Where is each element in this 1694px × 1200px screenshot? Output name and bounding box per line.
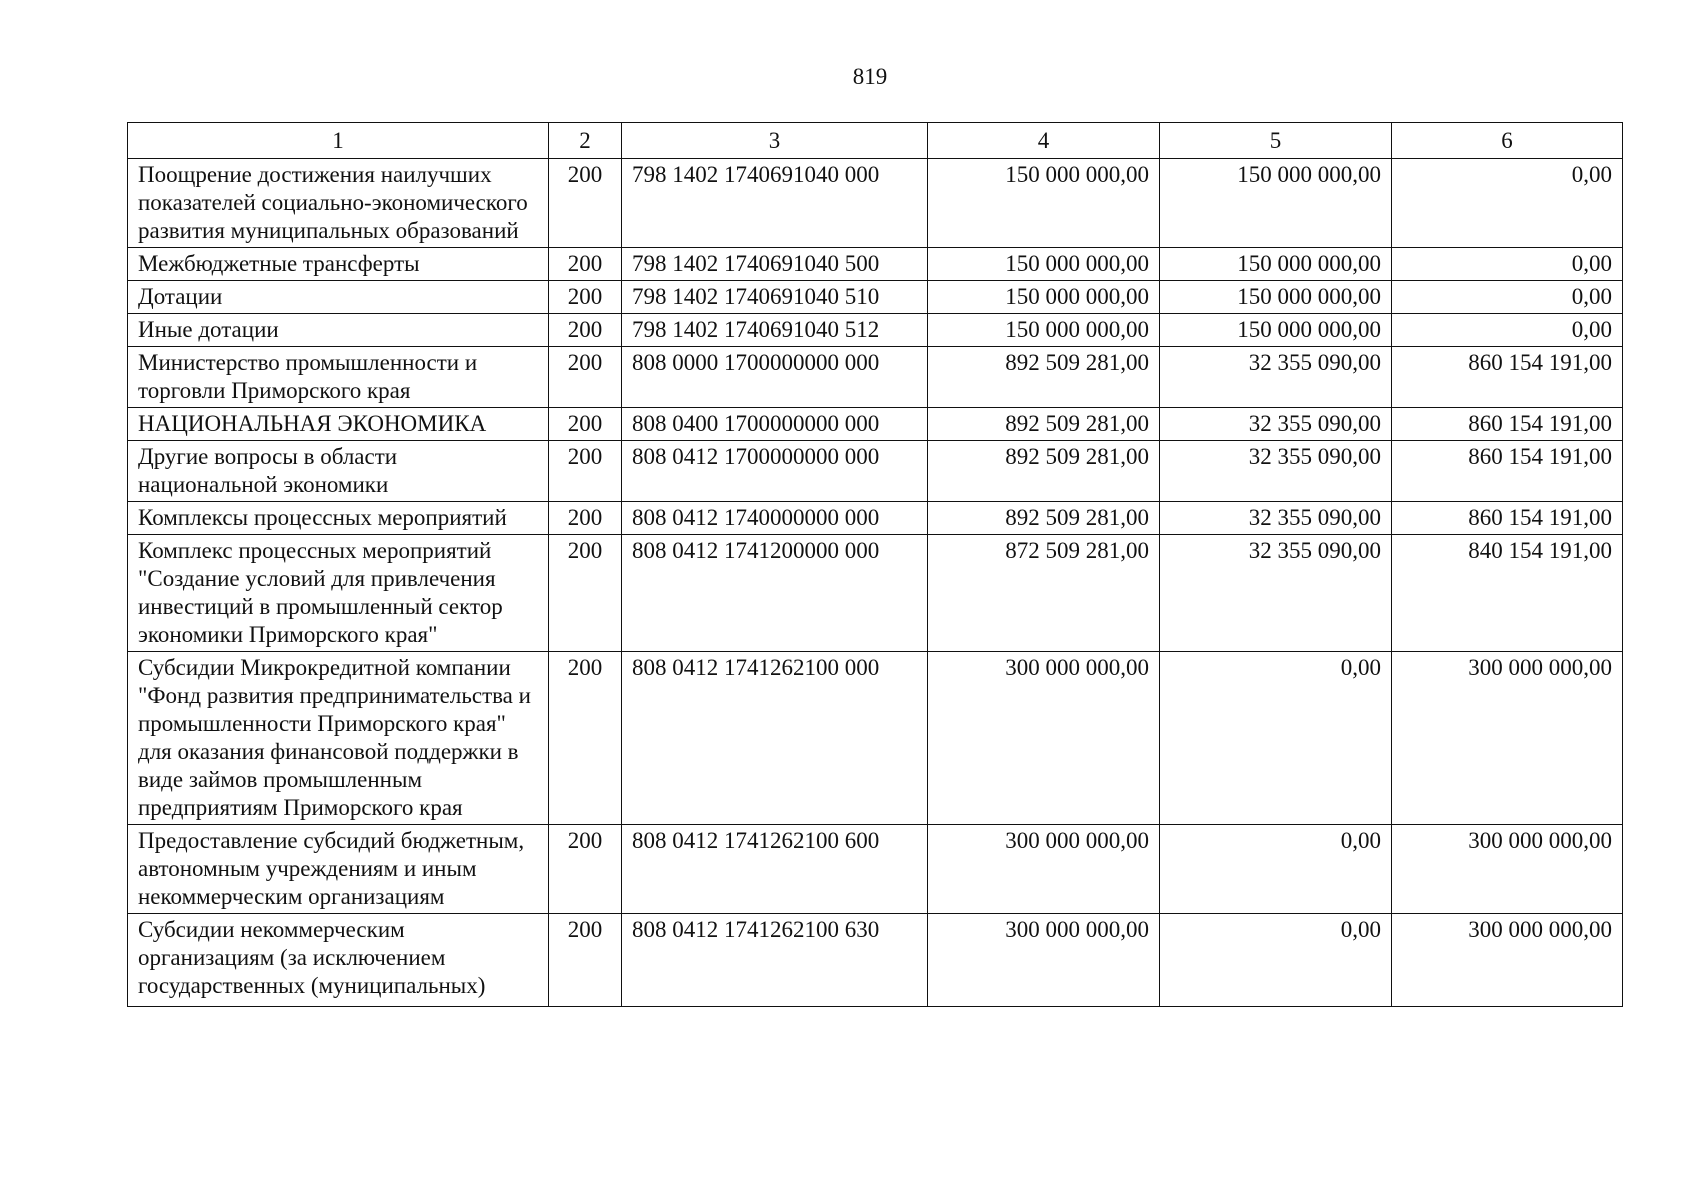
row-classification-cell: 808 0412 1741200000 000 (622, 535, 928, 652)
column-header-6: 6 (1392, 123, 1623, 159)
row-code-cell: 200 (549, 502, 622, 535)
row-code-cell: 200 (549, 347, 622, 408)
table-row (128, 248, 1623, 281)
table-row (128, 535, 1623, 652)
row-classification-cell: 808 0400 1700000000 000 (622, 408, 928, 441)
row-code-cell: 200 (549, 248, 622, 281)
row-amount-4-cell: 150 000 000,00 (928, 281, 1160, 314)
row-amount-4-cell: 892 509 281,00 (928, 441, 1160, 502)
row-classification-cell: 798 1402 1740691040 000 (622, 159, 928, 248)
row-amount-4-cell: 892 509 281,00 (928, 502, 1160, 535)
row-amount-6-cell: 0,00 (1392, 248, 1623, 281)
header-row (128, 123, 1623, 159)
row-amount-5-cell: 150 000 000,00 (1160, 281, 1392, 314)
row-amount-6-cell: 300 000 000,00 (1392, 914, 1623, 1007)
row-amount-5-cell: 32 355 090,00 (1160, 347, 1392, 408)
page-number: 819 (852, 64, 888, 89)
row-amount-6-cell: 300 000 000,00 (1392, 825, 1623, 914)
row-name-cell: Министерство промышленности и торговли Приморского края (128, 347, 549, 408)
row-amount-5-cell: 32 355 090,00 (1160, 535, 1392, 652)
row-classification-cell: 808 0412 1700000000 000 (622, 441, 928, 502)
row-amount-6-cell: 860 154 191,00 (1392, 347, 1623, 408)
row-code-cell: 200 (549, 314, 622, 347)
table-body (128, 159, 1623, 1007)
row-amount-5-cell: 150 000 000,00 (1160, 248, 1392, 281)
row-name-cell: НАЦИОНАЛЬНАЯ ЭКОНОМИКА (128, 408, 549, 441)
row-classification-cell: 808 0000 1700000000 000 (622, 347, 928, 408)
row-amount-5-cell: 150 000 000,00 (1160, 314, 1392, 347)
row-amount-4-cell: 300 000 000,00 (928, 652, 1160, 825)
row-amount-4-cell: 300 000 000,00 (928, 825, 1160, 914)
column-header-5: 5 (1160, 123, 1392, 159)
row-name-cell: Субсидии Микрокредитной компании "Фонд развития предпринимательства и промышленности Приморского края" для оказания финансовой поддержки в виде займов промышленным предприятиям Приморского края (128, 652, 549, 825)
row-name-cell: Комплекс процессных мероприятий "Создание условий для привлечения инвестиций в промышленный сектор экономики Приморского края" (128, 535, 549, 652)
row-amount-6-cell: 860 154 191,00 (1392, 408, 1623, 441)
row-amount-5-cell: 0,00 (1160, 914, 1392, 1007)
row-name-cell: Дотации (128, 281, 549, 314)
row-amount-4-cell: 300 000 000,00 (928, 914, 1160, 1007)
row-code-cell: 200 (549, 159, 622, 248)
row-amount-6-cell: 860 154 191,00 (1392, 502, 1623, 535)
row-amount-6-cell: 300 000 000,00 (1392, 652, 1623, 825)
row-classification-cell: 798 1402 1740691040 500 (622, 248, 928, 281)
row-amount-4-cell: 150 000 000,00 (928, 314, 1160, 347)
row-name-cell: Межбюджетные трансферты (128, 248, 549, 281)
row-code-cell: 200 (549, 825, 622, 914)
table-row (128, 441, 1623, 502)
row-code-cell: 200 (549, 652, 622, 825)
table-row (128, 347, 1623, 408)
table-row (128, 408, 1623, 441)
row-amount-4-cell: 872 509 281,00 (928, 535, 1160, 652)
row-amount-6-cell: 860 154 191,00 (1392, 441, 1623, 502)
row-code-cell: 200 (549, 535, 622, 652)
table-row (128, 825, 1623, 914)
row-classification-cell: 798 1402 1740691040 512 (622, 314, 928, 347)
table-row (128, 502, 1623, 535)
table-row (128, 281, 1623, 314)
row-amount-4-cell: 150 000 000,00 (928, 248, 1160, 281)
row-code-cell: 200 (549, 408, 622, 441)
row-name-cell: Иные дотации (128, 314, 549, 347)
table-row (128, 914, 1623, 1007)
column-header-1: 1 (128, 123, 549, 159)
column-header-2: 2 (549, 123, 622, 159)
budget-table (127, 122, 1623, 1007)
row-name-cell: Предоставление субсидий бюджетным, автономным учреждениям и иным некоммерческим организациям (128, 825, 549, 914)
row-amount-6-cell: 0,00 (1392, 159, 1623, 248)
table-row (128, 314, 1623, 347)
row-amount-5-cell: 0,00 (1160, 825, 1392, 914)
row-amount-5-cell: 0,00 (1160, 652, 1392, 825)
row-classification-cell: 808 0412 1741262100 630 (622, 914, 928, 1007)
table-header (128, 123, 1623, 159)
row-code-cell: 200 (549, 914, 622, 1007)
row-amount-6-cell: 840 154 191,00 (1392, 535, 1623, 652)
row-name-cell: Субсидии некоммерческим организациям (за исключением государственных (муниципальных) (128, 914, 549, 1007)
row-amount-4-cell: 892 509 281,00 (928, 347, 1160, 408)
row-amount-5-cell: 150 000 000,00 (1160, 159, 1392, 248)
row-classification-cell: 808 0412 1740000000 000 (622, 502, 928, 535)
row-amount-6-cell: 0,00 (1392, 281, 1623, 314)
row-classification-cell: 808 0412 1741262100 000 (622, 652, 928, 825)
column-header-4: 4 (928, 123, 1160, 159)
table-row (128, 159, 1623, 248)
row-name-cell: Комплексы процессных мероприятий (128, 502, 549, 535)
row-classification-cell: 808 0412 1741262100 600 (622, 825, 928, 914)
row-amount-6-cell: 0,00 (1392, 314, 1623, 347)
row-name-cell: Поощрение достижения наилучших показателей социально-экономического развития муниципальных образований (128, 159, 549, 248)
row-code-cell: 200 (549, 281, 622, 314)
row-amount-4-cell: 892 509 281,00 (928, 408, 1160, 441)
table-row (128, 652, 1623, 825)
row-amount-5-cell: 32 355 090,00 (1160, 441, 1392, 502)
row-amount-4-cell: 150 000 000,00 (928, 159, 1160, 248)
row-amount-5-cell: 32 355 090,00 (1160, 408, 1392, 441)
row-amount-5-cell: 32 355 090,00 (1160, 502, 1392, 535)
column-header-3: 3 (622, 123, 928, 159)
row-code-cell: 200 (549, 441, 622, 502)
row-classification-cell: 798 1402 1740691040 510 (622, 281, 928, 314)
row-name-cell: Другие вопросы в области национальной экономики (128, 441, 549, 502)
